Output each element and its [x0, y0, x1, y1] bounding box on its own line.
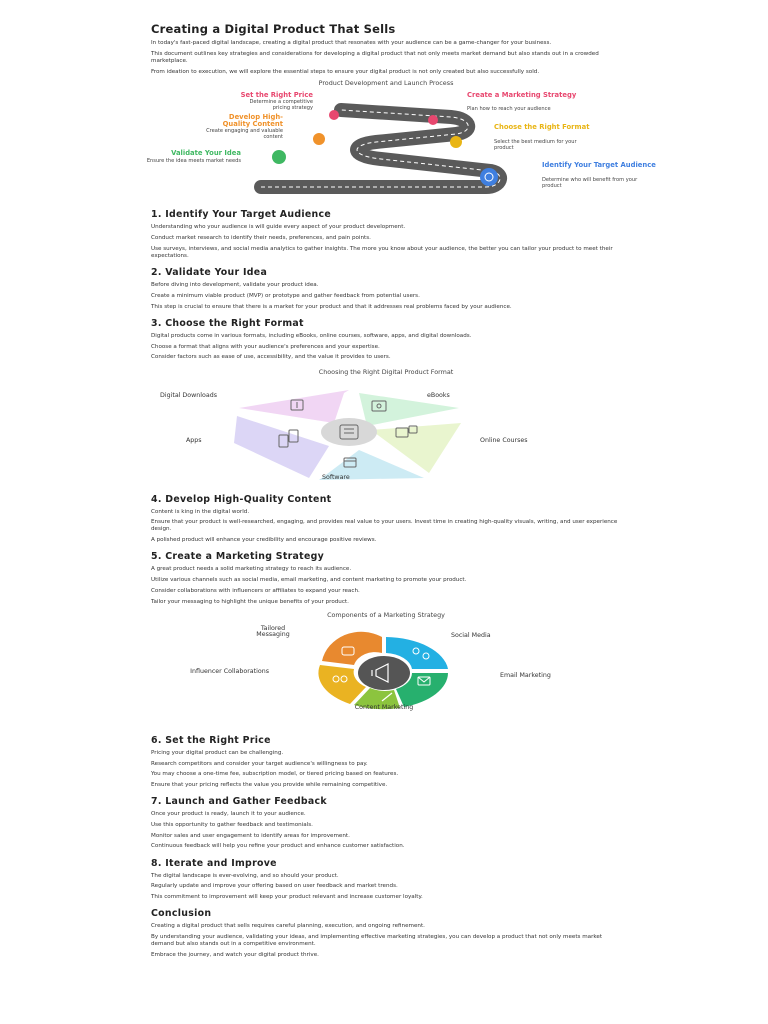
- section-6-paragraph: Research competitors and consider your target audience's willingness to pay.: [151, 760, 368, 767]
- step-marketing-desc: Plan how to reach your audience: [467, 106, 551, 113]
- section-3-paragraph: Digital products come in various formats, including eBooks, online courses, software, apps, and digital downloads.: [151, 332, 472, 339]
- format-label-ebooks: eBooks: [427, 391, 450, 399]
- step-format-title: Choose the Right Format: [494, 123, 590, 132]
- marketing-label-content-marketing: Content Marketing: [354, 703, 414, 711]
- section-6: [151, 735, 621, 789]
- section-3-paragraph: Consider factors such as ease of use, accessibility, and the value it provides to users.: [151, 354, 391, 361]
- section-conclusion: [151, 908, 621, 959]
- section-2-paragraph: Create a minimum viable product (MVP) or prototype and gather feedback from potential users.: [151, 292, 420, 299]
- step-format-desc: Select the best medium for your product: [494, 139, 577, 152]
- format-marker-icon: [450, 136, 462, 148]
- price-marker-icon: [329, 110, 339, 120]
- format-wheel-graphic: [151, 368, 621, 492]
- format-figure-title: Choosing the Right Digital Product Format: [318, 367, 454, 376]
- step-audience-title: Identify Your Target Audience: [542, 161, 656, 170]
- format-label-digital-downloads: Digital Downloads: [160, 391, 218, 399]
- section-4-heading: 4. Develop High-Quality Content: [151, 493, 332, 505]
- section-4: [151, 494, 621, 545]
- format-figure: [151, 368, 621, 492]
- section-7-heading: 7. Launch and Gather Feedback: [151, 796, 327, 808]
- section-5-paragraph: Consider collaborations with influencers or affiliates to expand your reach.: [151, 587, 360, 594]
- section-7-paragraph: Continuous feedback will help you refine your product and enhance customer satisfaction.: [151, 843, 405, 850]
- marketing-label-influencer-collaborations: Influencer Collaborations: [190, 667, 269, 675]
- section-1-paragraph: Use surveys, interviews, and social media analytics to gather insights. The more you know about your audience, the better you can tailor your product to meet their expectations.: [151, 245, 613, 260]
- section-8-paragraph: This commitment to improvement will keep your product relevant and increase customer loyalty.: [151, 894, 423, 901]
- marketing-label-tailored-messaging: Tailored Messaging: [256, 624, 290, 639]
- section-4-paragraph: Ensure that your product is well-researched, engaging, and provides real value to your users. Invest time in creating high-quality visuals, writing, and user experience design.: [151, 519, 618, 533]
- section-3: [151, 318, 621, 362]
- marketing-label-email-marketing: Email Marketing: [500, 671, 551, 679]
- section-3-paragraph: Choose a format that aligns with your audience's preferences and your expertise.: [151, 343, 380, 350]
- section-8: [151, 858, 621, 902]
- section-6-heading: 6. Set the Right Price: [151, 734, 271, 746]
- section-1-paragraph: Understanding who your audience is will guide every aspect of your product development.: [151, 224, 406, 231]
- format-center-circle: [321, 418, 377, 446]
- section-1-paragraph: Conduct market research to identify their needs, preferences, and pain points.: [151, 235, 371, 242]
- intro-paragraph-1: In today's fast-paced digital landscape, creating a digital product that resonates with your audience can be a game-changer for your business.: [151, 40, 552, 46]
- segment-digital-downloads: [239, 390, 349, 423]
- conclusion-paragraph: Creating a digital product that sells requires careful planning, execution, and ongoing refinement.: [151, 923, 425, 930]
- step-content-title: Develop High-Quality Content: [222, 113, 283, 129]
- section-4-paragraph: Content is king in the digital world.: [151, 508, 250, 515]
- marketing-figure: [151, 611, 621, 729]
- conclusion-paragraph: By understanding your audience, validating your ideas, and implementing effective marketing strategies, you can develop a product that not only meets market demand but also stands out in a competitive environment.: [151, 933, 603, 948]
- section-6-paragraph: Pricing your digital product can be challenging.: [151, 749, 284, 756]
- section-5-paragraph: Tailor your messaging to highlight the unique benefits of your product.: [151, 598, 349, 605]
- section-7-paragraph: Once your product is ready, launch it to your audience.: [151, 811, 306, 818]
- section-8-heading: 8. Iterate and Improve: [151, 857, 277, 869]
- intro-paragraph-3: From ideation to execution, we will explore the essential steps to ensure your digital product is not only created but also successfully sold.: [151, 68, 540, 75]
- intro-paragraph-2: This document outlines key strategies and considerations for developing a digital product that not only meets market demand but also stands out in a crowded marketplace.: [151, 50, 599, 64]
- marketing-figure-title: Components of a Marketing Strategy: [327, 610, 445, 619]
- section-2-paragraph: This step is crucial to ensure that there is a market for your product and that it addresses real problems faced by your audience.: [151, 303, 512, 310]
- document-content: [146, 22, 656, 963]
- section-5-paragraph: A great product needs a solid marketing strategy to reach its audience.: [151, 566, 352, 573]
- section-2-heading: 2. Validate Your Idea: [151, 267, 268, 279]
- step-set-price-title: Set the Right Price: [240, 91, 313, 100]
- step-validate-title: Validate Your Idea: [171, 149, 241, 158]
- process-figure-title: Product Development and Launch Process: [318, 79, 454, 88]
- validate-marker-icon: [272, 150, 286, 164]
- section-5: [151, 551, 621, 605]
- process-figure: [146, 79, 656, 201]
- section-7-paragraph: Monitor sales and user engagement to identify areas for improvement.: [151, 832, 350, 839]
- step-marketing-title: Create a Marketing Strategy: [467, 91, 577, 100]
- section-1: [151, 209, 621, 260]
- section-5-paragraph: Utilize various channels such as social media, email marketing, and content marketing to promote your product.: [151, 577, 467, 584]
- step-set-price-desc: Determine a competitive pricing strategy: [249, 99, 313, 112]
- marketing-center-circle: [358, 656, 410, 690]
- section-6-paragraph: You may choose a one-time fee, subscription model, or tiered pricing based on features.: [151, 771, 399, 778]
- format-label-software: Software: [322, 473, 350, 481]
- step-content-desc: Create engaging and valuable content: [206, 128, 283, 141]
- step-audience-desc: Determine who will benefit from your product: [542, 177, 638, 190]
- section-3-heading: 3. Choose the Right Format: [151, 317, 304, 329]
- section-1-heading: 1. Identify Your Target Audience: [151, 209, 332, 221]
- section-7: [151, 796, 621, 850]
- audience-marker-icon: [480, 168, 498, 186]
- section-6-paragraph: Ensure that your pricing reflects the value you provide while remaining competitive.: [151, 782, 388, 788]
- format-label-apps: Apps: [186, 436, 202, 444]
- section-7-paragraph: Use this opportunity to gather feedback and testimonials.: [151, 821, 313, 828]
- marketing-label-social-media: Social Media: [451, 631, 491, 639]
- format-label-online-courses: Online Courses: [480, 436, 528, 444]
- section-4-paragraph: A polished product will enhance your credibility and encourage positive reviews.: [151, 537, 377, 544]
- step-validate-desc: Ensure the idea meets market needs: [146, 158, 241, 165]
- document-title: Creating a Digital Product That Sells: [151, 22, 396, 36]
- section-5-heading: 5. Create a Marketing Strategy: [151, 551, 325, 563]
- conclusion-paragraph: Embrace the journey, and watch your digital product thrive.: [151, 951, 319, 958]
- section-8-paragraph: The digital landscape is ever-evolving, and so should your product.: [151, 872, 339, 879]
- content-marker-icon: [313, 133, 325, 145]
- conclusion-heading: Conclusion: [151, 908, 212, 920]
- marketing-marker-icon: [428, 115, 438, 125]
- section-2: [151, 267, 621, 311]
- section-2-paragraph: Before diving into development, validate your product idea.: [151, 282, 319, 289]
- section-8-paragraph: Regularly update and improve your offering based on user feedback and market trends.: [151, 883, 398, 890]
